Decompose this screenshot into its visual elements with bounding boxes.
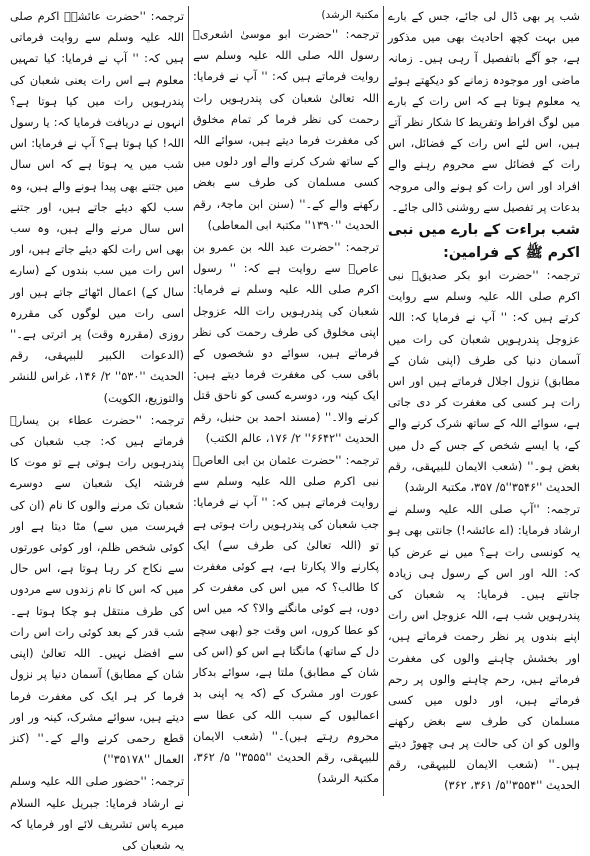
continued-reference: مکتبۃ الرشد) <box>321 9 379 21</box>
hadith-abu-musa: ترجمہ: ''حضرت ابو موسیٰ اشعریؓ رسول اللہ صلی اللہ علیہ وسلم سے روایت فرماتے ہیں کہ: '' آپ نے فرمایا: اللہ تعالیٰ شعبان کی پندرہویں رات رحمت کی نظر فرما کر تمام مخلوق کی مغفرت فرما دیتے ہیں، سوائے اللہ کے ساتھ شرک کرنے والے اور دلوں میں کسی مسلمان کی طرف سے بغض رکھنے والے کے۔'' (سنن ابن ماجۃ، رقم الحدیث ''۱۳۹۰'' مکتبۃ ابی المعاطی) <box>193 28 379 232</box>
hadith-abdullah-bin-amr: ترجمہ: ''حضرت عبد اللہ بن عمرو بن عاصؓ سے روایت ہے کہ: '' رسول اکرم صلی اللہ علیہ وسلم نے فرمایا: شعبان کی پندرہویں رات اللہ عزوجل اپنی مخلوق کی طرف رحمت کی نظر فرماتے ہیں، سوائے دو شخصوں کے باقی سب کی مغفرت فرما دیتے ہیں: ایک کینہ ور، دوسرے کسی کو ناحق قتل کرنے والا۔'' (مسند احمد بن حنبل، رقم الحدیث ''۶۶۴۲'' ۲/ ۱۷۶، عالم الکتب) <box>193 241 379 445</box>
hadith-aisha-records: ترجمہ: ''حضرت عائشہؓ اکرم صلی اللہ علیہ وسلم سے روایت فرماتی ہیں کہ: '' آپ نے فرمایا: کیا تمہیں معلوم ہے اس رات یعنی شعبان کی پندرہویں رات میں کیا ہوتا ہے؟ انہوں نے دریافت فرمایا کہ: یا رسول اللہ! کیا ہوتا ہے؟ آپ نے فرمایا: اس شب میں یہ ہوتا ہے کہ اس سال میں جتنے بھی پیدا ہونے والے ہیں، وہ سب لکھ دیئے جاتے ہیں، اور جتنے اس سال مرنے والے ہیں، وہ سب بھی اس رات لکھ دیئے جاتے ہیں، اور اس رات میں سب بندوں کے (سارے سال کے) اعمال اٹھائے جاتے ہیں اور اسی رات میں لوگوں کی مقررہ روزی (مقررہ وقت) پر اترتی ہے۔'' (الدعوات الکبیر للبیہقی، رقم الحدیث ''۵۳۰'' ۲/ ۱۴۶، غراس للنشر والتوزیع، الکویت) <box>10 10 184 405</box>
column-middle <box>188 6 384 796</box>
text-columns <box>6 6 584 852</box>
hadith-aisha-night: ترجمہ: ''آپ صلی اللہ علیہ وسلم نے ارشاد فرمایا: (اے عائشہ!) جانتی بھی ہو یہ کونسی رات ہے؟ میں نے عرض کیا کہ: اللہ اور اس کے رسول ہی زیادہ جانتے ہیں۔ فرمایا: یہ شعبان کی پندرہویں شب ہے، اللہ عزوجل اس رات اپنے بندوں پر نظر رحمت فرماتے ہیں، اور بخشش چاہنے والوں کی مغفرت فرماتے ہیں، رحم چاہنے والوں پر رحم فرماتے ہیں، اور دلوں میں کسی مسلمان کی طرف سے بغض رکھنے والوں کو ان کی حالت پر ہی چھوڑ دیتے ہیں۔'' (شعب الایمان للبیہقی، رقم الحدیث ''۳۵۵۴''۵/ ۳۶۱، ۳۶۲) <box>388 503 580 792</box>
intro-paragraph: شب پر بھی ڈال لی جائے، جس کے بارے میں بہت کچھ احادیث بھی میں مذکور ہے، جو آگے باتفصیل آ رہی ہیں۔ زمانہ ماضی اور موجودہ زمانے کو دیکھتے ہوئے یہ معلوم ہوتا ہے کہ اس رات کے بارے میں لوگ افراط وتفریط کا شکار نظر آتے ہیں، اس لئے اس رات کے فضائل، اس رات کے فضائل سے محروم رہنے والے افراد اور اس رات کو ہونے والی مروجہ بدعات پر تفصیل سے روشنی ڈالی جائے۔ <box>388 10 580 214</box>
section-heading: شب براءت کے بارے میں نبی اکرم ﷺ کے فرامین: <box>388 222 580 262</box>
column-left <box>6 6 188 852</box>
column-right <box>384 6 584 796</box>
hadith-abu-bakr: ترجمہ: ''حضرت ابو بکر صدیقؓ نبی اکرم صلی اللہ علیہ وسلم سے روایت کرتے ہیں کہ: '' آپ نے فرمایا کہ: اللہ عزوجل پندرہویں شعبان کی رات میں آسمان دنیا کی طرف (اپنی شان کے مطابق) نزول اجلال فرماتے ہیں اور اس رات ہر کسی کی مغفرت کر دی جاتی ہے، سوائے اللہ کے ساتھ شرک کرنے والے کے، یا ایسے شخص کے جس کے دل میں بغض ہو۔'' (شعب الایمان للبیہقی، رقم الحدیث ''۳۵۴۶''۵/ ۳۵۷، مکتبۃ الرشد) <box>388 269 580 495</box>
hadith-uthman-bin-abi-al-as: ترجمہ: ''حضرت عثمان بن ابی العاصؓ نبی اکرم صلی اللہ علیہ وسلم سے روایت فرماتے ہیں کہ: '' آپ نے فرمایا: جب شعبان کی پندرہویں رات ہوتی ہے تو (اللہ تعالیٰ کی طرف سے) ایک پکارنے والا پکارتا ہے، ہے کوئی مغفرت کا طالب؟ کہ میں اس کی مغفرت کر دوں، ہے کوئی مانگنے والا؟ کہ میں اس کو عطا کروں، اس وقت جو (بھی سچے دل کے ساتھ) مانگتا ہے اس کو (اس کی شان کے مطابق) ملتا ہے، سوائے بدکار عورت اور مشرک کے (کہ یہ اپنی بد اعمالیوں کے سبب اللہ کی عطا سے محروم رہتے ہیں)۔'' (شعب الایمان للبیہقی، رقم الحدیث ''۳۵۵۵'' ۵/ ۳۶۲، مکتبۃ الرشد) <box>193 454 379 786</box>
hadith-ata-bin-yasar: ترجمہ: ''حضرت عطاء بن یسارؓ فرماتے ہیں کہ: جب شعبان کی پندرہویں رات ہوتی ہے تو موت کا فرشتہ ایک شعبان سے دوسرے شعبان تک مرنے والوں کا نام (ان کی فہرست میں سے) مٹا دیتا ہے اور کوئی شخص ظلم، اور کوئی عورتوں سے نکاح کر رہا ہوتا ہے، اس حال میں کہ اس کا نام زندوں سے مردوں کی طرف منتقل ہو چکا ہوتا ہے۔ شب قدر کے بعد کوئی رات اس رات سے افضل نہیں۔ اللہ تعالیٰ (اپنی شان کے مطابق) آسمان دنیا پر نزول فرما کر ہر ایک کی مغفرت فرما دیتے ہیں، سوائے مشرک، کینہ ور اور قطع رحمی کرنے والے کے۔'' (کنز العمال ''۳۵۱۷۸'') <box>10 413 184 767</box>
hadith-jibril: ترجمہ: ''حضور صلی اللہ علیہ وسلم نے ارشاد فرمایا: جبریل علیہ السلام میرے پاس تشریف لائے اور فرمایا کہ یہ شعبان کی <box>10 775 184 852</box>
